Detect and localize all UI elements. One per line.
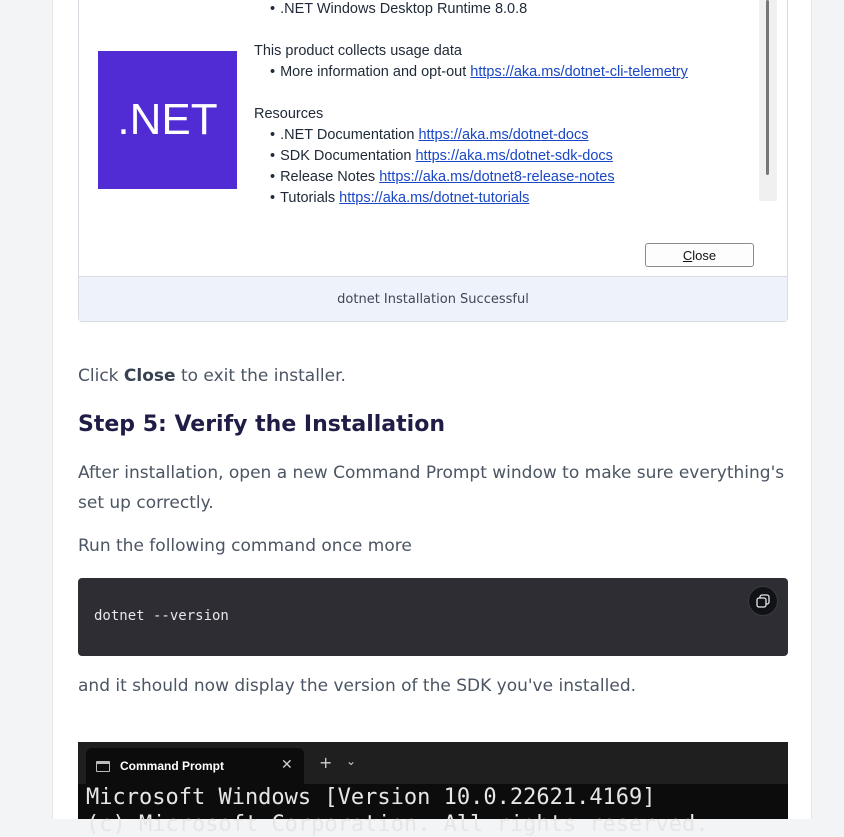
installer-line xyxy=(254,167,688,188)
terminal-tabbar xyxy=(78,742,788,784)
verify-paragraph: After installation, open a new Command Prompt window to make sure everything's set up correctly. xyxy=(78,463,785,513)
terminal-screenshot xyxy=(78,742,788,837)
installer-line xyxy=(254,62,688,83)
new-tab-icon[interactable]: + xyxy=(319,753,333,772)
terminal-line-2: (c) Microsoft Corporation. All rights reserved. xyxy=(86,812,709,837)
terminal-icon xyxy=(96,761,110,772)
installer-scrollbar[interactable] xyxy=(759,0,777,201)
installer-line-text: More information and opt-out xyxy=(280,64,471,80)
installer-line-text: Tutorials xyxy=(280,190,340,206)
installer-link[interactable]: https://aka.ms/dotnet-tutorials xyxy=(339,190,530,206)
close-accelerator: C xyxy=(682,247,693,263)
installer-line xyxy=(254,104,688,125)
installer-figure xyxy=(78,0,788,322)
result-paragraph: and it should now display the version of the SDK you've installed. xyxy=(78,676,637,696)
installer-close-button[interactable] xyxy=(645,243,754,267)
installer-screenshot xyxy=(79,0,787,276)
close-button-label xyxy=(683,248,716,263)
installer-line xyxy=(254,20,688,41)
installer-text-lines xyxy=(254,0,688,209)
installer-link[interactable]: https://aka.ms/dotnet-sdk-docs xyxy=(415,148,613,164)
figure-caption: dotnet Installation Successful xyxy=(79,276,787,321)
installer-line xyxy=(254,0,688,20)
installer-line-text: .NET Windows Desktop Runtime 8.0.8 xyxy=(280,1,528,17)
close-icon[interactable]: ✕ xyxy=(281,757,293,773)
installer-link[interactable]: https://aka.ms/dotnet-docs xyxy=(418,127,589,143)
run-command-paragraph: Run the following command once more xyxy=(78,536,412,556)
code-block xyxy=(78,578,788,656)
installer-scrollbar-thumb[interactable] xyxy=(766,0,769,175)
installer-line-text: Release Notes xyxy=(280,169,380,185)
close-instruction-suffix: to exit the installer. xyxy=(175,366,346,386)
installer-line-text: This product collects usage data xyxy=(254,43,462,59)
installer-link[interactable]: https://aka.ms/dotnet-cli-telemetry xyxy=(470,64,688,80)
terminal-tab-title: Command Prompt xyxy=(120,759,225,773)
close-instruction xyxy=(78,366,346,386)
code-command[interactable]: dotnet --version xyxy=(94,608,229,624)
chevron-down-icon[interactable]: ⌄ xyxy=(346,754,357,768)
terminal-line-1: Microsoft Windows [Version 10.0.22621.4169] xyxy=(86,785,656,810)
installer-text-panel xyxy=(254,0,774,206)
terminal-tab[interactable] xyxy=(86,748,304,784)
close-label-rest: lose xyxy=(692,247,717,263)
installer-link[interactable]: https://aka.ms/dotnet8-release-notes xyxy=(379,169,615,185)
step-heading: Step 5: Verify the Installation xyxy=(78,412,445,437)
installer-line xyxy=(254,83,688,104)
installer-line xyxy=(254,146,688,167)
installer-line-text: Resources xyxy=(254,106,324,122)
installer-line xyxy=(254,41,688,62)
installer-line-text: .NET Documentation xyxy=(280,127,419,143)
copy-button[interactable] xyxy=(748,586,778,616)
article-content xyxy=(52,0,812,837)
close-instruction-prefix: Click xyxy=(78,366,124,386)
dotnet-logo: .NET xyxy=(98,51,237,189)
installer-line-text: SDK Documentation xyxy=(280,148,416,164)
close-instruction-bold: Close xyxy=(123,366,176,386)
copy-icon xyxy=(756,594,770,608)
installer-line xyxy=(254,125,688,146)
installer-line xyxy=(254,188,688,209)
